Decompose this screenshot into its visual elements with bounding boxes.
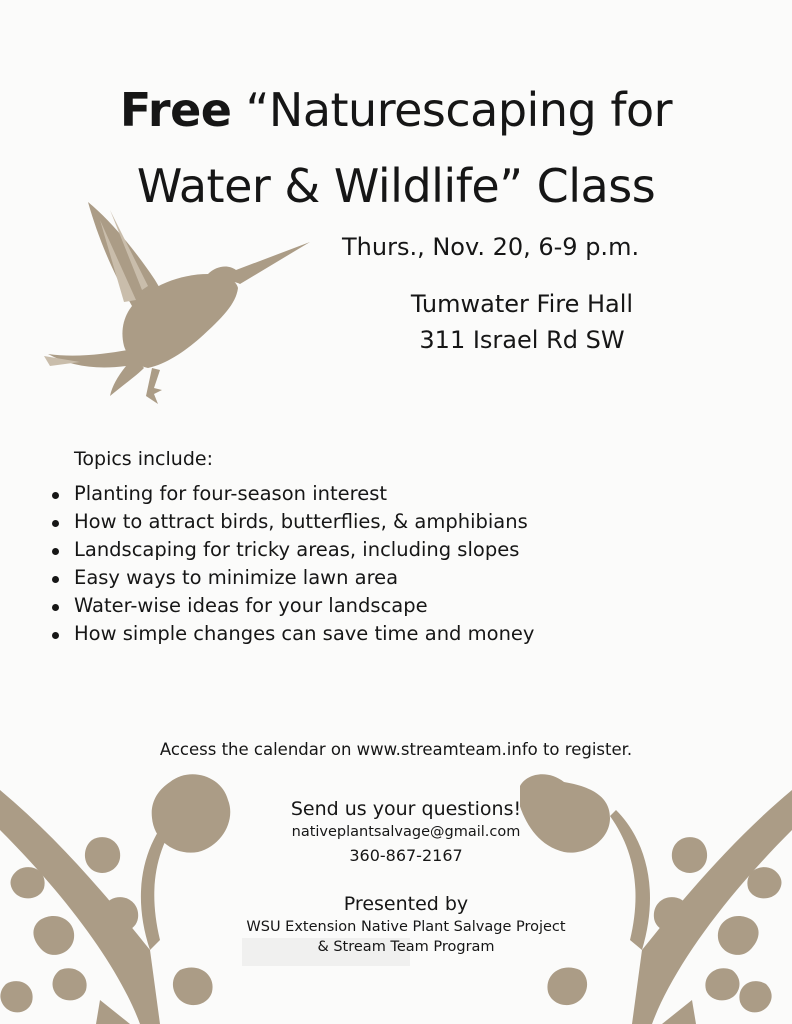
topic-text: How to attract birds, butterflies, & amphibians: [74, 510, 528, 533]
bullet-icon: [52, 548, 59, 555]
bullet-icon: [52, 632, 59, 639]
list-item: [48, 620, 534, 648]
topic-text: Easy ways to minimize lawn area: [74, 566, 399, 589]
list-item: [48, 592, 534, 620]
venue-name: Tumwater Fire Hall: [410, 290, 634, 318]
questions-heading: Send us your questions!: [290, 798, 522, 820]
bullet-icon: [52, 576, 59, 583]
list-item: [48, 564, 534, 592]
venue: [332, 286, 712, 358]
topics-heading: Topics include:: [74, 448, 213, 470]
presented-by-heading: Presented by: [343, 893, 469, 915]
list-item: [48, 508, 534, 536]
topic-text: Planting for four-season interest: [74, 482, 388, 505]
topic-text: Landscaping for tricky areas, including slopes: [74, 538, 520, 561]
list-item: [48, 536, 534, 564]
presenter-line-2: & Stream Team Program: [317, 939, 495, 955]
register-instructions: Access the calendar on www.streamteam.info to register.: [159, 740, 633, 759]
title-line-1: [0, 72, 792, 148]
venue-address: 311 Israel Rd SW: [419, 326, 625, 354]
bullet-icon: [52, 520, 59, 527]
contact-phone: 360-867-2167: [349, 846, 463, 865]
contact-email[interactable]: nativeplantsalvage@gmail.com: [291, 824, 521, 840]
title-line-2: Water & Wildlife” Class: [136, 159, 656, 213]
title-line-1-rest: “Naturescaping for: [245, 83, 673, 137]
bullet-icon: [52, 604, 59, 611]
topics-list: [48, 480, 534, 648]
event-date-time: Thurs., Nov. 20, 6-9 p.m.: [342, 233, 640, 261]
list-item: [48, 480, 534, 508]
hummingbird-icon: [40, 190, 320, 430]
topic-text: How simple changes can save time and money: [74, 622, 535, 645]
presenter-line-1: WSU Extension Native Plant Salvage Project: [246, 919, 566, 935]
topic-text: Water-wise ideas for your landscape: [74, 594, 428, 617]
title-free: Free: [119, 83, 232, 137]
bullet-icon: [52, 492, 59, 499]
